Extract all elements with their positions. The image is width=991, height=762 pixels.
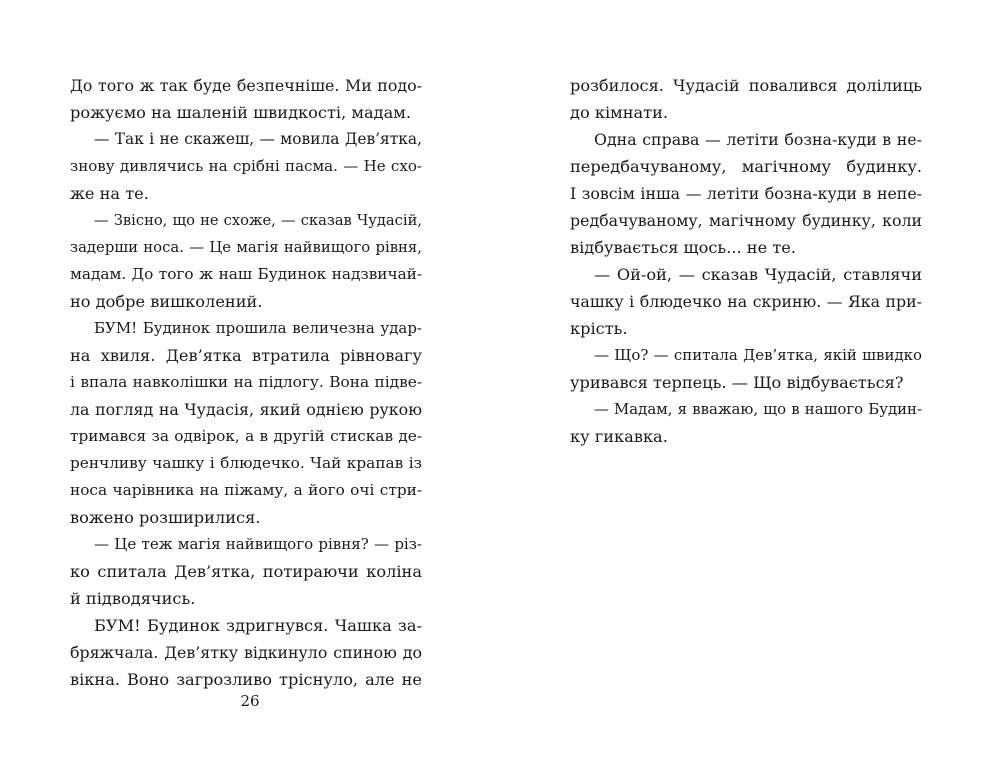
text-line: відбувається щось... не те. (570, 238, 797, 257)
text-line: ла погляд на Чудасія, який однією рукою (70, 400, 422, 419)
text-line: крість. (570, 319, 628, 338)
text-line: До того ж так буде безпечніше. Ми подо- (70, 76, 422, 95)
text-line: І зовсім інша — летіти бозна-куди в непе- (570, 184, 922, 203)
left-page (70, 72, 422, 693)
right-page (570, 72, 922, 450)
text-line: носа чарівника на піжаму, а його очі стри- (70, 481, 422, 499)
page-number: 26 (240, 692, 260, 710)
text-line: — Ой-ой, — сказав Чудасій, ставлячи (594, 265, 922, 284)
text-line: — Це теж магія найвищого рівня? — різ- (94, 535, 422, 553)
text-line: розбилося. Чудасій повалився долілиць (570, 76, 922, 95)
text-line: но добре вишколений. (70, 292, 263, 311)
text-line: уривався терпець. — Що відбувається? (570, 373, 904, 392)
text-line: до кімнати. (570, 103, 669, 122)
text-line: вожено розширилися. (70, 508, 261, 527)
text-line: вікна. Воно загрозливо тріснуло, але не (70, 670, 422, 689)
text-line: — Звісно, що не схоже, — сказав Чудасій, (94, 212, 422, 229)
text-line: же на те. (70, 184, 149, 203)
text-line: знову дивлячись на срібні пасма. — Не схо- (70, 157, 422, 175)
text-line: і впала навколішки на підлогу. Вона підве- (70, 373, 422, 391)
text-line: ку гикавка. (570, 427, 668, 446)
text-line: Одна справа — летіти бозна-куди в не- (594, 130, 922, 149)
text-line: ренчливу чашку і блюдечко. Чай крапав із (70, 454, 422, 472)
text-line: й підводячись. (70, 589, 196, 608)
text-line: передбачуваному, магічному будинку. (570, 157, 922, 176)
text-line: — Мадам, я вважаю, що в нашого Будин- (594, 400, 922, 418)
text-line: — Так і не скажеш, — мовила Дев’ятка, (94, 130, 422, 148)
text-line: редбачуваному, магічному будинку, коли (570, 211, 922, 230)
text-line: чашку і блюдечко на скриню. — Яка при- (570, 292, 922, 311)
text-line: на хвиля. Дев’ятка втратила рівновагу (70, 346, 422, 365)
text-line: бряжчала. Дев’ятку відкинуло спиною до (70, 643, 422, 662)
text-line: БУМ! Будинок прошила величезна удар- (94, 319, 422, 337)
text-line: мадам. До того ж наш Будинок надзвичай- (70, 265, 422, 283)
text-line: рожуємо на шаленій швидкості, мадам. (70, 103, 411, 122)
text-line: ко спитала Дев’ятка, потираючи коліна (70, 562, 422, 581)
text-line: задерши носа. — Це магія найвищого рівня, (70, 239, 422, 256)
text-line: — Що? — спитала Дев’ятка, якій швидко (594, 346, 922, 364)
text-line: БУМ! Будинок здригнувся. Чашка за- (94, 616, 422, 635)
text-line: тримався за одвірок, а в другій стискав де- (70, 427, 422, 445)
